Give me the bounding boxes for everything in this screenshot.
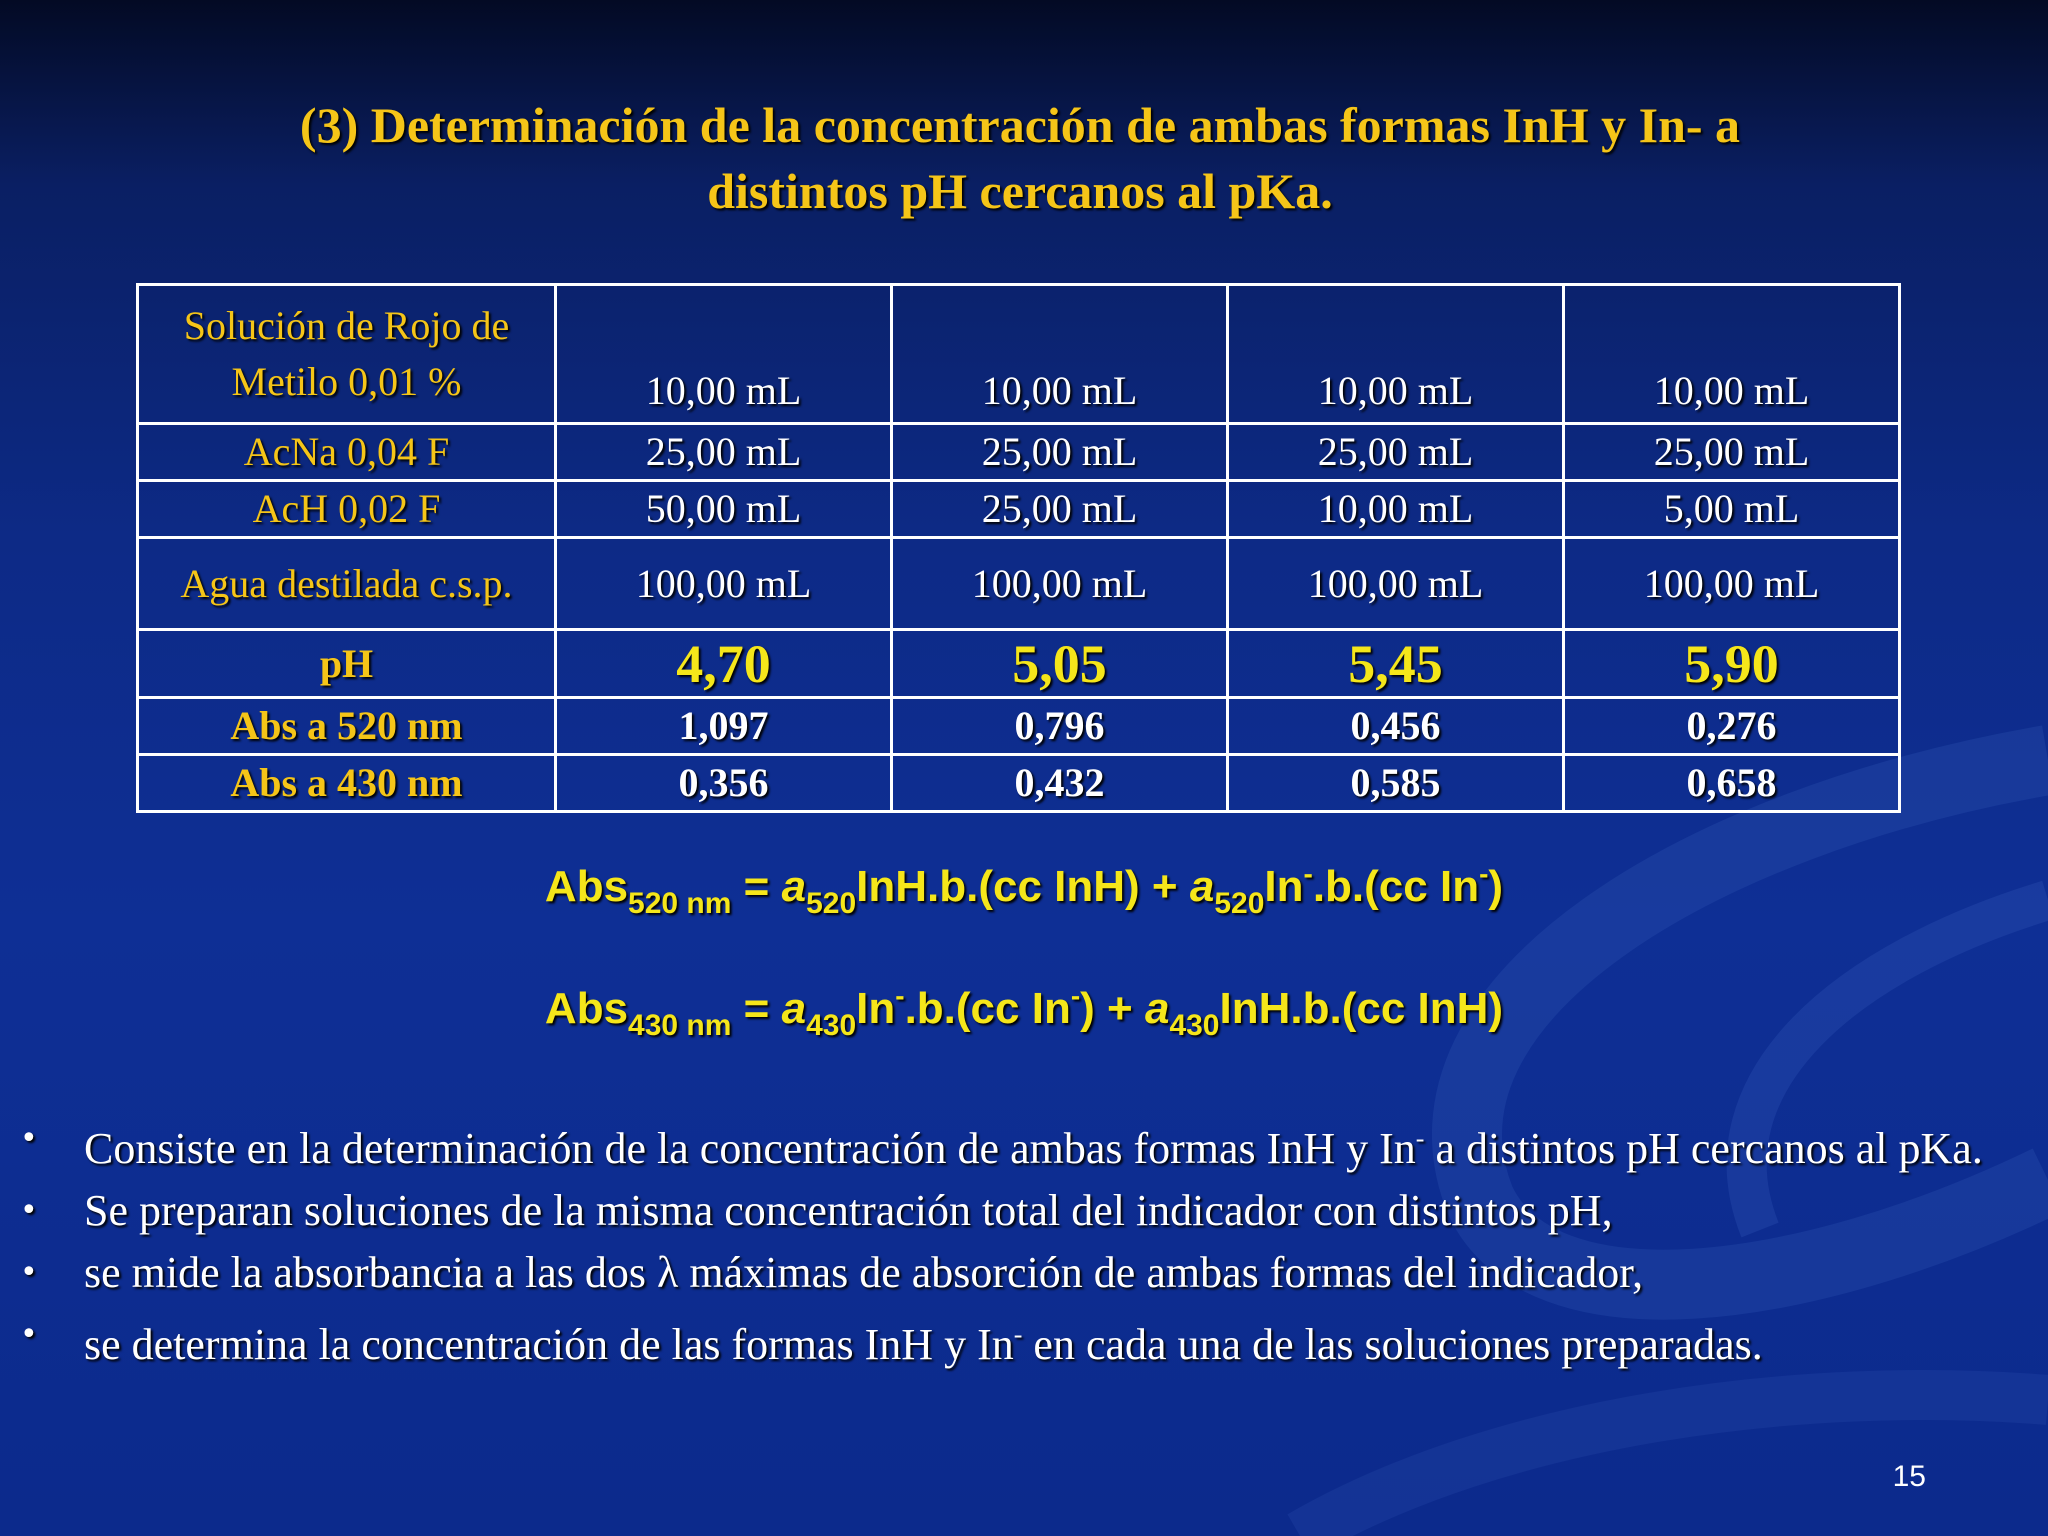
eq-sub: 430	[1169, 1009, 1220, 1042]
equation-abs-430	[0, 980, 2048, 1043]
table-cell: 0,796	[892, 698, 1228, 755]
row-label: Agua destilada c.s.p.	[138, 538, 556, 630]
table-cell: 25,00 mL	[1228, 424, 1564, 481]
bullet-item	[20, 1304, 2020, 1376]
table-cell: 0,456	[1228, 698, 1564, 755]
bullet-text: se mide la absorbancia a las dos λ máximas de absorción de ambas formas del indicador,	[84, 1248, 1644, 1297]
eq-sup: -	[1070, 980, 1081, 1011]
eq-text: In	[856, 984, 896, 1033]
bullet-icon: •	[20, 1317, 38, 1352]
bullet-text: Se preparan soluciones de la misma concentración total del indicador con distintos pH,	[84, 1186, 1613, 1235]
table-cell: 0,585	[1228, 755, 1564, 812]
table-row	[138, 285, 1900, 424]
eq-text: =	[731, 862, 782, 911]
table-cell: 0,432	[892, 755, 1228, 812]
eq-text: In	[1264, 862, 1304, 911]
eq-text: ) +	[1080, 984, 1145, 1033]
eq-sub: 430	[806, 1009, 857, 1042]
slide-title	[120, 92, 1920, 224]
table-cell: 10,00 mL	[1228, 481, 1564, 538]
ph-value: 5,05	[892, 630, 1228, 698]
row-label-line-2: Metilo 0,01 %	[231, 359, 462, 404]
row-label	[138, 285, 556, 424]
table-row	[138, 755, 1900, 812]
equation-abs-520	[0, 858, 2048, 921]
bullet-text: se determina la concentración de las formas InH y In	[84, 1320, 1014, 1369]
table-cell: 25,00 mL	[556, 424, 892, 481]
table-cell: 5,00 mL	[1564, 481, 1900, 538]
table-row	[138, 481, 1900, 538]
row-label: Abs a 520 nm	[138, 698, 556, 755]
row-label: AcH 0,02 F	[138, 481, 556, 538]
eq-sub: 520	[806, 887, 857, 920]
eq-text: .b.(cc In	[904, 984, 1071, 1033]
row-label-line-1: Solución de Rojo de	[183, 303, 510, 348]
eq-abs: Abs	[544, 984, 629, 1033]
table-row	[138, 424, 1900, 481]
table-cell: 100,00 mL	[892, 538, 1228, 630]
bullet-item	[20, 1242, 2020, 1304]
bullet-icon: •	[20, 1121, 38, 1156]
ph-value: 4,70	[556, 630, 892, 698]
eq-text: .b.(cc In	[1312, 862, 1480, 911]
row-label: Abs a 430 nm	[138, 755, 556, 812]
eq-sup: -	[1303, 858, 1313, 889]
eq-coef: a	[781, 984, 807, 1033]
ph-value: 5,90	[1564, 630, 1900, 698]
table-cell: 25,00 mL	[892, 424, 1228, 481]
row-label: pH	[138, 630, 556, 698]
table-row	[138, 630, 1900, 698]
ph-value: 5,45	[1228, 630, 1564, 698]
bullet-text: en cada una de las soluciones preparadas.	[1022, 1320, 1763, 1369]
eq-sub: 430 nm	[628, 1009, 732, 1042]
bullet-sup: -	[1415, 1124, 1425, 1153]
eq-text: =	[731, 984, 782, 1033]
bullet-text: a distintos pH cercanos al pKa.	[1424, 1124, 1983, 1173]
page-number: 15	[1892, 1460, 1926, 1493]
data-table	[136, 283, 1901, 813]
table-cell: 50,00 mL	[556, 481, 892, 538]
table-cell: 1,097	[556, 698, 892, 755]
bullet-item	[20, 1180, 2020, 1242]
bullet-icon: •	[20, 1193, 38, 1228]
eq-sup: -	[895, 980, 905, 1011]
table-cell: 0,658	[1564, 755, 1900, 812]
eq-sub: 520 nm	[628, 887, 732, 920]
table-cell: 100,00 mL	[556, 538, 892, 630]
table-cell: 100,00 mL	[1228, 538, 1564, 630]
eq-text: InH.b.(cc InH)	[1219, 984, 1504, 1033]
title-line-2: distintos pH cercanos al pKa.	[707, 163, 1333, 219]
table-cell: 10,00 mL	[556, 285, 892, 424]
eq-abs: Abs	[544, 862, 629, 911]
table-row	[138, 698, 1900, 755]
bullet-item	[20, 1108, 2020, 1180]
table-row	[138, 538, 1900, 630]
table-cell: 0,276	[1564, 698, 1900, 755]
bullet-sup: -	[1013, 1320, 1023, 1349]
table-cell: 25,00 mL	[892, 481, 1228, 538]
table-cell: 10,00 mL	[1564, 285, 1900, 424]
bullet-text: Consiste en la determinación de la concentración de ambas formas InH y In	[84, 1124, 1416, 1173]
table-cell: 10,00 mL	[1228, 285, 1564, 424]
table-cell: 25,00 mL	[1564, 424, 1900, 481]
eq-sub: 520	[1214, 887, 1265, 920]
eq-coef: a	[1144, 984, 1170, 1033]
bullet-list	[20, 1108, 2020, 1376]
table-cell: 100,00 mL	[1564, 538, 1900, 630]
table-cell: 10,00 mL	[892, 285, 1228, 424]
eq-sup: -	[1479, 858, 1489, 889]
eq-coef: a	[1189, 862, 1215, 911]
eq-text: )	[1488, 862, 1504, 911]
row-label: AcNa 0,04 F	[138, 424, 556, 481]
eq-text: InH.b.(cc InH) +	[856, 862, 1190, 911]
bullet-icon: •	[20, 1255, 38, 1290]
eq-coef: a	[781, 862, 807, 911]
table-cell: 0,356	[556, 755, 892, 812]
title-line-1: (3) Determinación de la concentración de ambas formas InH y In- a	[299, 97, 1741, 153]
